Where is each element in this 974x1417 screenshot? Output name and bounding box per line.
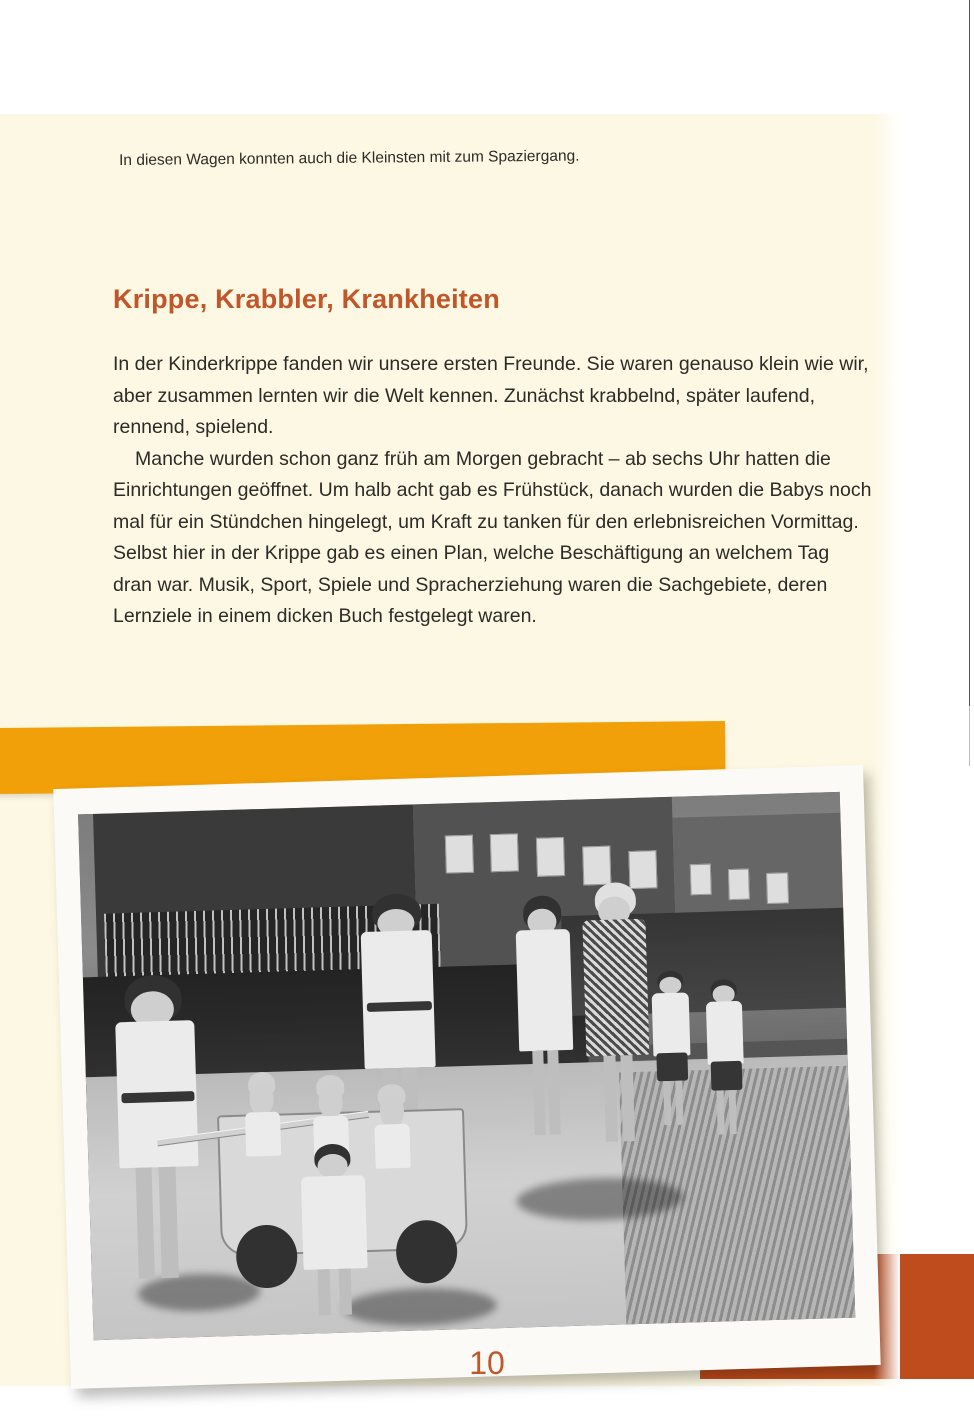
photo-scene	[78, 792, 855, 1340]
window-icon	[490, 833, 519, 873]
paragraph-1: In der Kinderkrippe fanden wir unsere ersten Freunde. Sie waren genauso klein wie wir, aber zusammen lernten wir die Welt kennen. Zunächst krabbelnd, später laufend, rennend, spielend.	[113, 353, 869, 438]
child-figure	[238, 1071, 286, 1156]
adult-figure	[507, 894, 583, 1159]
figure-caption-text: In diesen Wagen konnten auch die Kleinsten mit zum Spaziergang.	[119, 147, 580, 169]
page-number: 10	[469, 1345, 505, 1381]
toddler-figure	[294, 1143, 375, 1324]
page-sheet	[0, 114, 900, 1386]
page-edge-line	[969, 0, 970, 706]
historical-photo	[78, 792, 855, 1340]
window-icon	[536, 837, 565, 877]
window-icon	[728, 868, 751, 900]
photo-frame	[53, 765, 880, 1389]
page-edge-line-lower	[969, 706, 970, 766]
window-icon	[582, 846, 611, 886]
window-icon	[689, 864, 712, 896]
child-figure	[700, 979, 750, 1138]
child-figure	[368, 1083, 416, 1168]
child-figure	[647, 970, 697, 1129]
page-title: Krippe, Krabbler, Krankheiten	[113, 284, 500, 314]
window-icon	[445, 834, 474, 874]
article-content	[113, 284, 873, 633]
window-icon	[766, 872, 789, 904]
article-body	[113, 349, 873, 633]
paragraph-2: Manche wurden schon ganz früh am Morgen gebracht – ab sechs Uhr hatten die Einrichtungen geöffnet. Um halb acht gab es Frühstück, danach wurden die Babys noch mal für ein Stündchen hingelegt, um Kraft zu tanken für den erlebnisreichen Vormittag. Selbst hier in der Krippe gab es einen Plan, welche Beschäftigung an welchem Tag dran war. Musik, Sport, Spiele und Spracherziehung waren die Sachgebiete, deren Lernziele in einem dicken Buch festgelegt waren.	[113, 447, 872, 627]
